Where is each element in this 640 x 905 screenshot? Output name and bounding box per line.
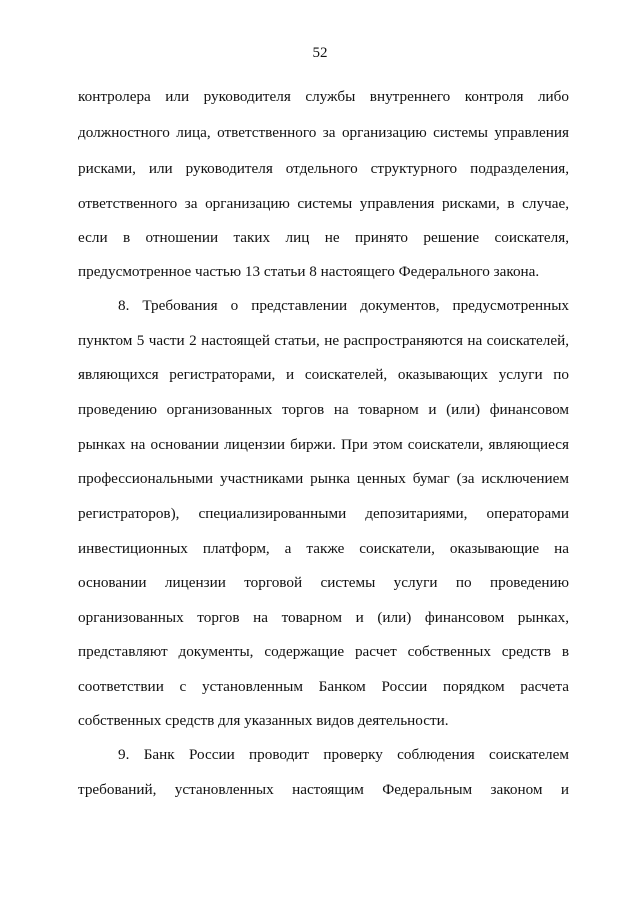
text-line: ответственного за организацию системы управления рисками, в случае, — [78, 195, 569, 212]
text-line: рынках на основании лицензии биржи. При этом соискатели, являющиеся — [78, 436, 569, 453]
text-line: организованных торгов на товарном и (или) финансовом рынках, — [78, 609, 569, 626]
text-line: представляют документы, содержащие расчет собственных средств в — [78, 643, 569, 660]
text-line: контролера или руководителя службы внутреннего контроля либо — [78, 88, 569, 105]
text-line: проведению организованных торгов на товарном и (или) финансовом — [78, 401, 569, 418]
text-line: основании лицензии торговой системы услуги по проведению — [78, 574, 569, 591]
text-line: должностного лица, ответственного за организацию системы управления — [78, 124, 569, 141]
text-line: предусмотренное частью 13 статьи 8 настоящего Федерального закона. — [78, 263, 540, 280]
text-line: 8. Требования о представлении документов, предусмотренных — [118, 297, 569, 314]
text-line: 9. Банк России проводит проверку соблюдения соискателем — [118, 746, 569, 763]
page-number: 52 — [312, 45, 328, 61]
text-line: пунктом 5 части 2 настоящей статьи, не распространяются на соискателей, — [78, 332, 569, 349]
text-line: регистраторов), специализированными депозитариями, операторами — [78, 505, 569, 522]
text-line: являющихся регистраторами, и соискателей, оказывающих услуги по — [78, 366, 569, 383]
text-line: соответствии с установленным Банком России порядком расчета — [78, 678, 569, 695]
text-line: рисками, или руководителя отдельного структурного подразделения, — [78, 160, 569, 177]
text-line: инвестиционных платформ, а также соискатели, оказывающие на — [78, 540, 569, 557]
text-line: если в отношении таких лиц не принято решение соискателя, — [78, 229, 569, 246]
text-line: профессиональными участниками рынка ценных бумаг (за исключением — [78, 470, 569, 487]
text-line: собственных средств для указанных видов деятельности. — [78, 712, 449, 729]
text-line: требований, установленных настоящим Федеральным законом и — [78, 781, 569, 798]
